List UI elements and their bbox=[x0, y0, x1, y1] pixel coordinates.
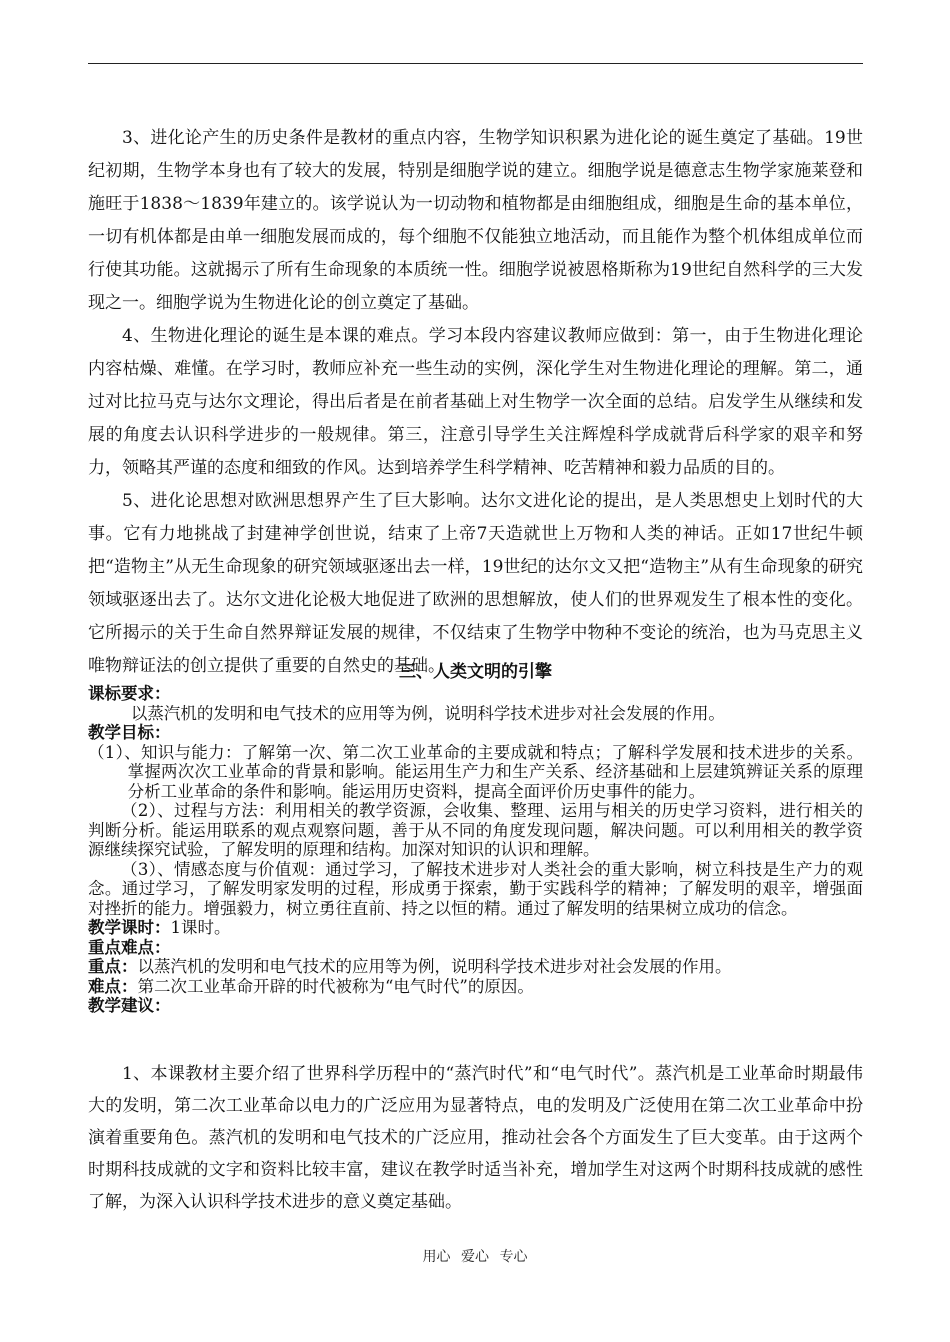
header-rule bbox=[88, 63, 863, 64]
lesson-plan bbox=[88, 684, 863, 1016]
page-footer: 用心 爱心 专心 bbox=[422, 1249, 528, 1265]
goals-label: 教学目标： bbox=[88, 723, 171, 742]
advice-paragraph-1: 1、本课教材主要介绍了世界科学历程中的“蒸汽时代”和“电气时代”。蒸汽机是工业革命时期最伟大的发明，第二次工业革命以电力的广泛应用为显著特点，电的发明及广泛使用在第二次工业革命中扮演着重要角色。蒸汽机的发明和电气技术的广泛应用，推动社会各个方面发生了巨大变革。由于这两个时期科技成就的文字和资料比较丰富，建议在教学时适当补充，增加学生对这两个时期科技成就的感性了解，为深入认识科学技术进步的意义奠定基础。 bbox=[88, 1064, 863, 1212]
difficulty-label: 难点： bbox=[88, 976, 138, 996]
goal-3: （3）、情感态度与价值观：通过学习，了解技术进步对人类社会的重大影响，树立科技是生产力的观念。通过学习，了解发明家发明的过程，形成勇于探索，勤于实践科学的精神；了解发明的艰辛，增强面对挫折的能力。增强毅力，树立勇往直前、持之以恒的精。通过了解发明的结果树立成功的信念。 bbox=[88, 859, 863, 918]
advice-label: 教学建议： bbox=[88, 996, 171, 1015]
keypoints-label: 重点难点： bbox=[88, 937, 171, 957]
paragraph-3: 3、进化论产生的历史条件是教材的重点内容，生物学知识积累为进化论的诞生奠定了基础。19世纪初期，生物学本身也有了较大的发展，特别是细胞学说的建立。细胞学说是德意志生物学家施莱登和施旺于1838～1839年建立的。该学说认为一切动物和植物都是由细胞组成，细胞是生命的基本单位，一切有机体都是由单一细胞发展而成的，每个细胞不仅能独立地活动，而且能作为整个机体组成单位而行使其功能。这就揭示了所有生命现象的本质统一性。细胞学说被恩格斯称为19世纪自然科学的三大发现之一。细胞学说为生物进化论的创立奠定了基础。 bbox=[88, 128, 863, 313]
paragraph-5: 5、进化论思想对欧洲思想界产生了巨大影响。达尔文进化论的提出，是人类思想史上划时代的大事。它有力地挑战了封建神学创世说，结束了上帝7天造就世上万物和人类的神话。正如17世纪牛顿把“造物主”从无生命现象的研究领域驱逐出去一样，19世纪的达尔文又把“造物主”从有生命现象的研究领域驱逐出去了。达尔文进化论极大地促进了欧洲的思想解放，使人们的世界观发生了根本性的变化。它所揭示的关于生命自然界辩证发展的规律，不仅结束了生物学中物种不变论的统治，也为马克思主义唯物辩证法的创立提供了重要的自然史的基础。 bbox=[88, 491, 863, 676]
upper-body bbox=[88, 122, 863, 683]
key-text: 以蒸汽机的发明和电气技术的应用等为例，说明科学技术进步对社会发展的作用。 bbox=[137, 957, 732, 976]
goal-1: （1）、知识与能力：了解第一次、第二次工业革命的主要成就和特点；了解科学发展和技术进步的关系。掌握两次次工业革命的背景和影响。能运用生产力和生产关系、经济基础和上层建筑辨证关系的原理分析工业革命的条件和影响。能运用历史资料，提高全面评价历史事件的能力。 bbox=[88, 742, 863, 801]
hours-label: 教学课时： bbox=[88, 918, 171, 937]
paragraph-4: 4、生物进化理论的诞生是本课的难点。学习本段内容建议教师应做到：第一，由于生物进化理论内容枯燥、难懂。在学习时，教师应补充一些生动的实例，深化学生对生物进化理论的理解。第二，通过对比拉马克与达尔文理论，得出后者是在前者基础上对生物学一次全面的总结。启发学生从继续和发展的角度去认识科学进步的一般规律。第三，注意引导学生关注辉煌科学成就背后科学家的艰辛和努力，领略其严谨的态度和细致的作风。达到培养学生科学精神、吃苦精神和毅力品质的目的。 bbox=[88, 326, 863, 478]
key-label: 重点： bbox=[88, 957, 138, 976]
hours-text: 1课时。 bbox=[170, 918, 231, 937]
standard-text: 以蒸汽机的发明和电气技术的应用等为例，说明科学技术进步对社会发展的作用。 bbox=[130, 703, 725, 723]
difficulty-text: 第二次工业革命开辟的时代被称为“电气时代”的原因。 bbox=[137, 976, 534, 996]
section-title: 三、人类文明的引擎 bbox=[399, 662, 552, 682]
goal-2: （2）、过程与方法：利用相关的教学资源，会收集、整理、运用与相关的历史学习资料，进行相关的判断分析。能运用联系的观点观察问题，善于从不同的角度发现问题，解决问题。可以利用相关的教学资源继续探究试验，了解发明的原理和结构。加深对知识的认识和理解。 bbox=[88, 801, 863, 859]
standard-label: 课标要求： bbox=[88, 684, 171, 703]
lower-body bbox=[88, 1058, 863, 1218]
